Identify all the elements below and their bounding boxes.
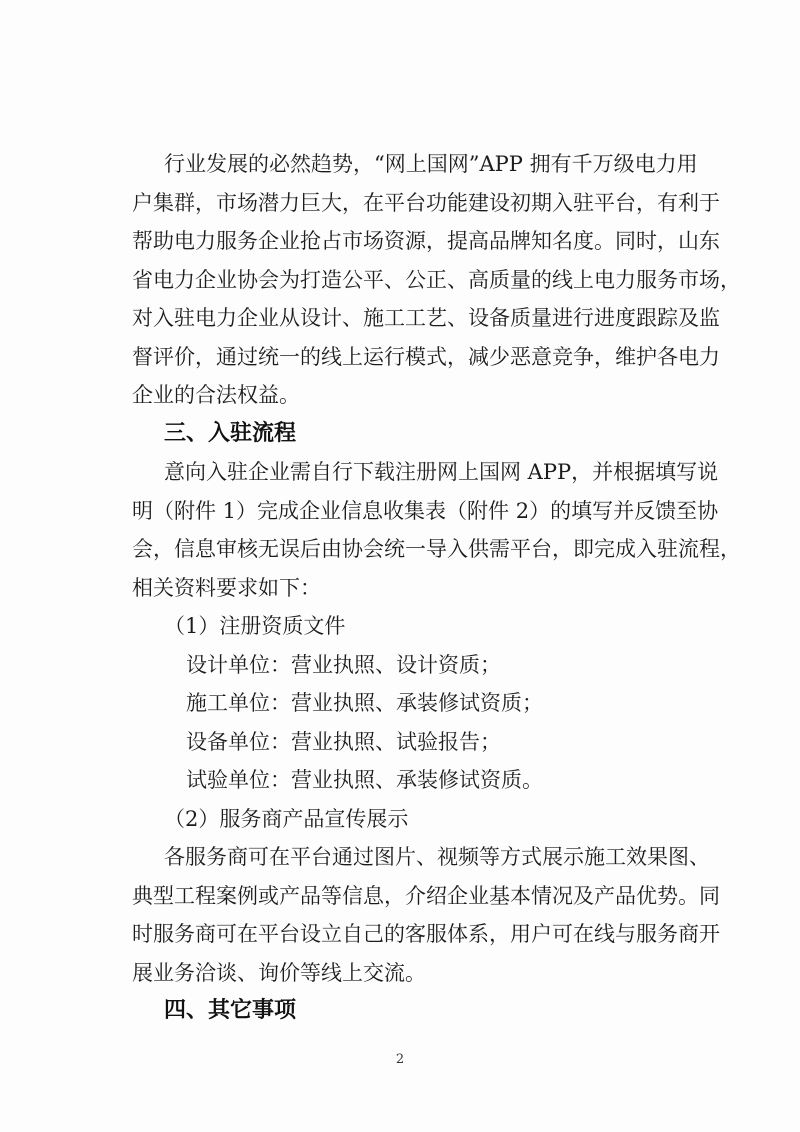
paragraph-line: 意向入驻企业需自行下载注册网上国网 APP，并根据填写说	[164, 460, 719, 484]
paragraph-line: 企业的合法权益。	[132, 383, 300, 407]
list-item: 设计单位：营业执照、设计资质；	[186, 653, 501, 677]
paragraph-line: 行业发展的必然趋势，“网上国网”APP 拥有千万级电力用	[164, 152, 698, 176]
paragraph-line: 对入驻电力企业从设计、施工工艺、设备质量进行进度跟踪及监	[132, 306, 720, 330]
paragraph-line: 时服务商可在平台设立自己的客服体系，用户可在线与服务商开	[132, 922, 720, 946]
paragraph-line: 帮助电力服务企业抢占市场资源，提高品牌知名度。同时，山东	[132, 229, 720, 253]
paragraph-line: 各服务商可在平台通过图片、视频等方式展示施工效果图、	[164, 845, 710, 869]
list-item: 试验单位：营业执照、承装修试资质。	[186, 768, 543, 792]
paragraph-line: 明（附件 1）完成企业信息收集表（附件 2）的填写并反馈至协	[132, 499, 719, 523]
page-number: 2	[395, 1052, 405, 1067]
section-heading-3: 三、入驻流程	[164, 421, 297, 446]
section-heading-4: 四、其它事项	[164, 998, 297, 1023]
paragraph-line: 展业务洽谈、询价等线上交流。	[132, 961, 426, 985]
paragraph-line: 典型工程案例或产品等信息，介绍企业基本情况及产品优势。同	[132, 884, 720, 908]
list-item: 施工单位：营业执照、承装修试资质；	[186, 691, 543, 715]
list-item: 设备单位：营业执照、试验报告；	[186, 730, 501, 754]
item-title-1: （1）注册资质文件	[164, 614, 346, 638]
paragraph-line: 会，信息审核无误后由协会统一导入供需平台，即完成入驻流程，	[132, 537, 741, 561]
paragraph-line: 省电力企业协会为打造公平、公正、高质量的线上电力服务市场，	[132, 268, 741, 292]
paragraph-line: 督评价，通过统一的线上运行模式，减少恶意竞争，维护各电力	[132, 345, 720, 369]
item-title-2: （2）服务商产品宣传展示	[164, 807, 409, 831]
paragraph-line: 相关资料要求如下：	[132, 576, 321, 600]
paragraph-line: 户集群，市场潜力巨大，在平台功能建设初期入驻平台，有利于	[132, 191, 720, 215]
